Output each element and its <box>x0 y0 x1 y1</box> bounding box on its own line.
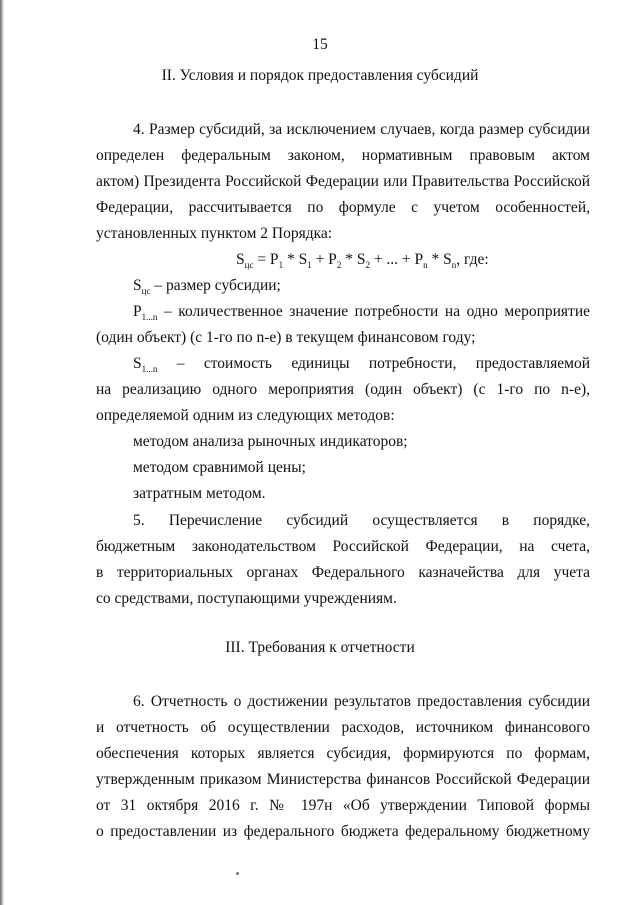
paragraph-6-line-5: от 31 октября 2016 г. № 197н «Об утверждении Типовой формы <box>96 797 590 814</box>
paragraph-6-line-3: обеспечения которых является субсидия, формируются по формам, <box>96 745 590 762</box>
paragraph-4-line-3: актом) Президента Российской Федерации или Правительства Российской <box>96 173 590 190</box>
paragraph-6-line-2: и отчетность об осуществлении расходов, источником финансового <box>96 719 590 736</box>
paragraph-4-line-2: определен федеральным законом, нормативным правовым актом <box>96 147 590 164</box>
definition-s1n-line-2: на реализацию одного мероприятия (один объект) (с 1-го по n-е), <box>96 381 590 398</box>
paragraph-5-line-3: в территориальных органах Федерального казначейства для учета <box>96 564 590 581</box>
section-heading-3: III. Требования к отчетности <box>225 639 415 656</box>
definition-p-line-1: $P_{1...n}$ – количественное значение потребности на одно мероприятие <box>133 303 590 322</box>
paragraph-5-line-1: 5. Перечисление субсидий осуществляется в порядке, <box>133 512 590 529</box>
paragraph-4-line-4: Федерации, рассчитывается по формуле с учетом особенностей, <box>96 199 590 216</box>
paragraph-4-line-5: установленных пунктом 2 Порядка: <box>96 225 333 242</box>
definition-p-line-2: (один объект) (с 1-го по n-е) в текущем финансовом году; <box>96 329 476 346</box>
paragraph-5-line-2: бюджетным законодательством Российской Федерации, на счета, <box>96 538 590 555</box>
paragraph-4-line-1: 4. Размер субсидий, за исключением случаев, когда размер субсидии <box>133 121 590 138</box>
scan-edge-shadow <box>0 0 4 905</box>
paragraph-6-line-1: 6. Отчетность о достижении результатов предоставления субсидии <box>133 693 590 710</box>
paragraph-5-line-4: со средствами, поступающими учреждениям. <box>96 590 397 607</box>
method-item: методом анализа рыночных индикаторов; <box>133 433 408 450</box>
method-item: методом сравнимой цены; <box>133 459 306 476</box>
section-heading-2: II. Условия и порядок предоставления субсидий <box>161 67 479 84</box>
formula: $S_{цс} = P_1 * S_1 + P_2 * S_2$ + ... + $P_n * S_n$, где: <box>236 251 489 271</box>
scan-speck <box>236 872 239 875</box>
paragraph-6-line-4: утвержденным приказом Министерства финансов Российской Федерации <box>96 771 590 788</box>
definition-s-cs: $S_{цс}$ – размер субсидии; <box>133 277 281 297</box>
paragraph-6-line-6: о предоставлении из федерального бюджета федеральному бюджетному <box>96 823 590 840</box>
page-number: 15 <box>312 36 328 53</box>
definition-s1n-line-3: определяемой одним из следующих методов: <box>96 407 395 424</box>
definition-s1n-line-1: $S_{1...n}$ – стоимость единицы потребности, предоставляемой <box>133 355 590 374</box>
method-item: затратным методом. <box>133 485 266 502</box>
